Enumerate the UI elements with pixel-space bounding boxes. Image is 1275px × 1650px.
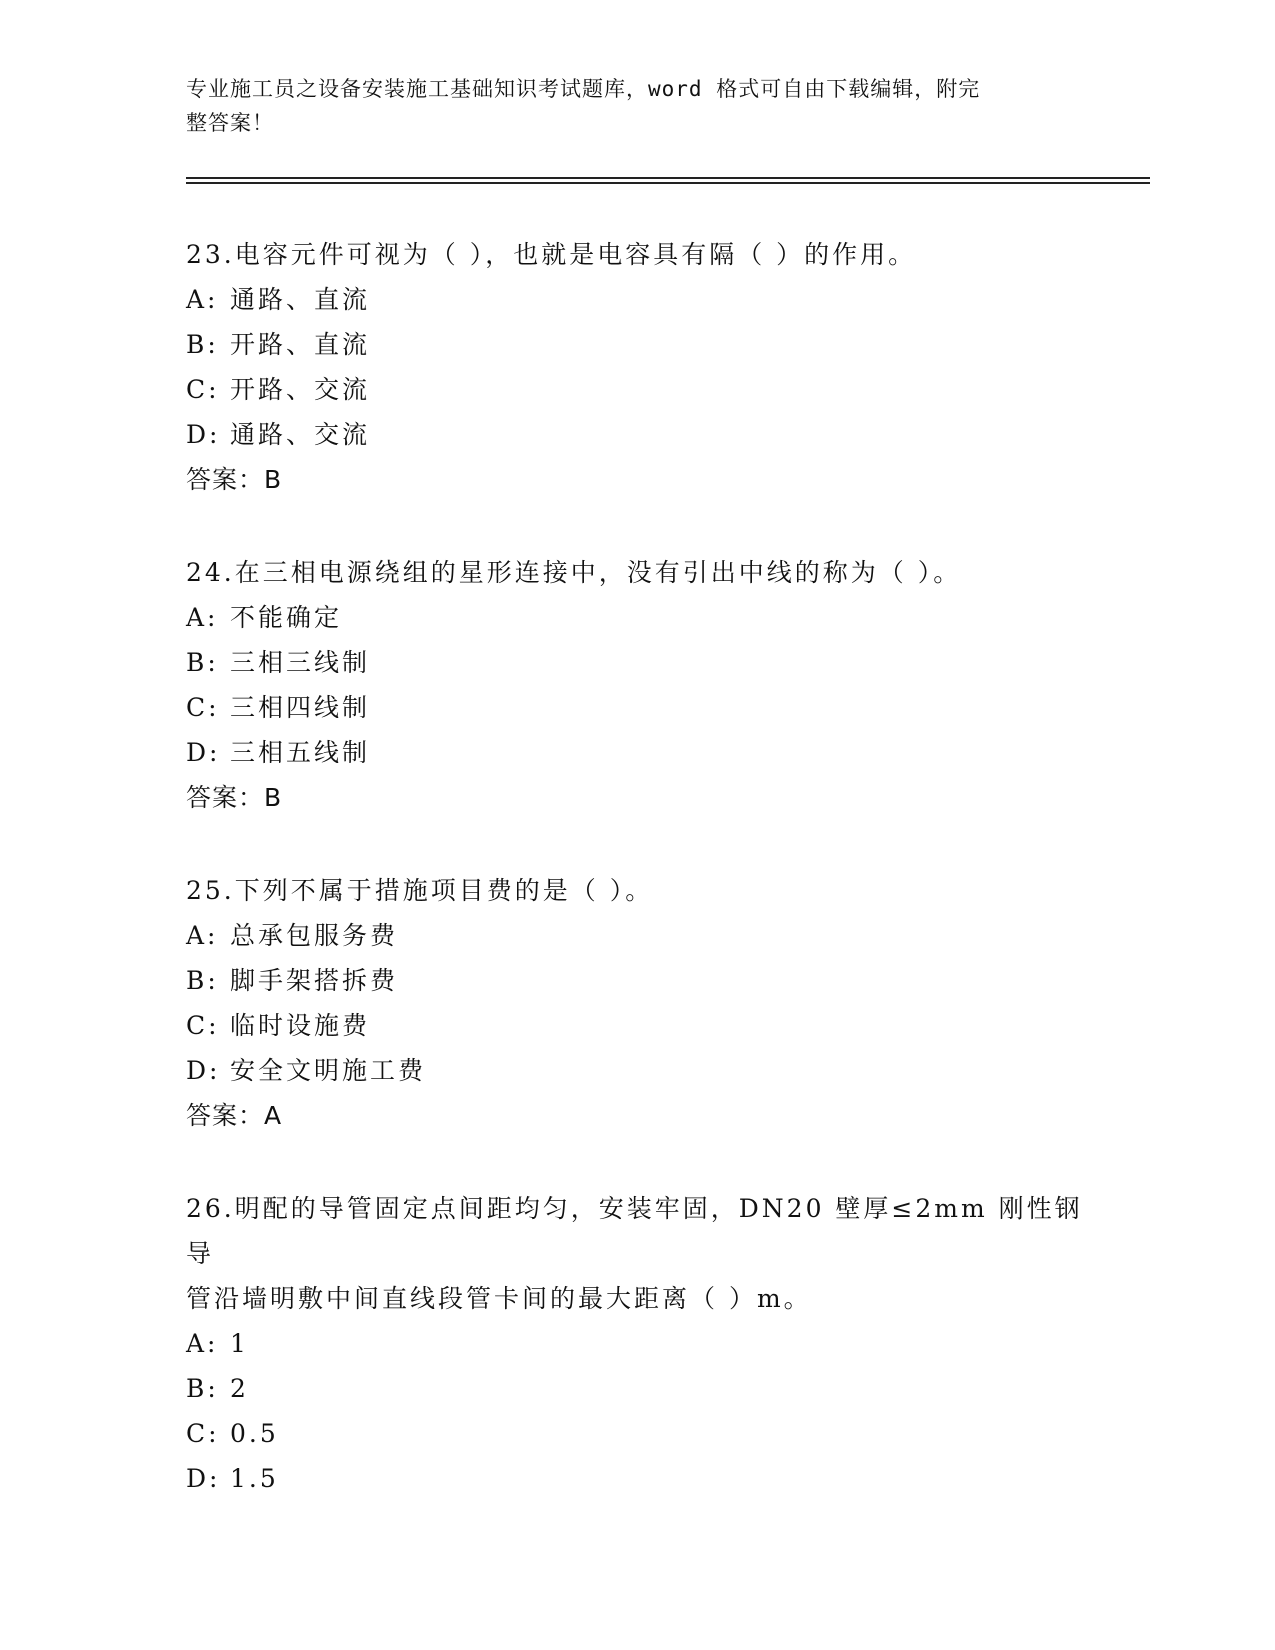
question-text: 23.电容元件可视为（ ），也就是电容具有隔（ ）的作用。 <box>186 240 917 269</box>
option-c <box>186 1003 1086 1048</box>
header-line-2: 整答案！ <box>186 111 274 135</box>
option-text: 临时设施费 <box>230 1011 371 1040</box>
option-key: A: <box>186 921 219 950</box>
option-text: 三相三线制 <box>230 648 371 677</box>
option-a <box>186 595 1086 640</box>
option-text: 不能确定 <box>230 603 343 632</box>
option-c <box>186 1411 1086 1456</box>
option-text: 脚手架搭拆费 <box>230 966 399 995</box>
question-text-line-2: 管沿墙明敷中间直线段管卡间的最大距离（ ）m。 <box>186 1284 812 1313</box>
option-key: B: <box>186 966 219 995</box>
option-c <box>186 367 1086 412</box>
option-b <box>186 1366 1086 1411</box>
question-text: 25.下列不属于措施项目费的是（ ）。 <box>186 876 654 905</box>
question-text-line-1: 26.明配的导管固定点间距均匀，安装牢固，DN20 壁厚≤2mm 刚性钢导 <box>186 1194 1083 1268</box>
option-key: A: <box>186 1329 219 1358</box>
header-divider-bottom <box>186 182 1150 184</box>
option-key: B: <box>186 1374 219 1403</box>
option-key: C: <box>186 375 220 404</box>
option-key: C: <box>186 1419 220 1448</box>
question-text: 24.在三相电源绕组的星形连接中，没有引出中线的称为（ ）。 <box>186 558 962 587</box>
option-key: A: <box>186 285 219 314</box>
option-key: B: <box>186 648 219 677</box>
option-text: 开路、交流 <box>230 375 371 404</box>
option-d <box>186 412 1086 457</box>
option-key: D: <box>186 1464 221 1493</box>
question-23 <box>186 232 1086 502</box>
option-text: 通路、交流 <box>230 420 371 449</box>
option-text: 三相四线制 <box>230 693 371 722</box>
option-key: B: <box>186 330 219 359</box>
option-a <box>186 277 1086 322</box>
option-text: 安全文明施工费 <box>230 1056 427 1085</box>
option-key: C: <box>186 1011 220 1040</box>
question-26 <box>186 1186 1086 1501</box>
option-key: D: <box>186 420 221 449</box>
option-text: 0.5 <box>230 1419 279 1448</box>
question-24 <box>186 550 1086 820</box>
option-key: D: <box>186 1056 221 1085</box>
option-key: A: <box>186 603 219 632</box>
option-d <box>186 1048 1086 1093</box>
option-key: C: <box>186 693 220 722</box>
answer-line: 答案：B <box>186 465 283 494</box>
option-text: 三相五线制 <box>230 738 371 767</box>
option-text: 1 <box>230 1329 249 1358</box>
answer-line: 答案：A <box>186 1101 283 1130</box>
answer-line: 答案：B <box>186 783 283 812</box>
option-text: 总承包服务费 <box>230 921 399 950</box>
option-text: 1.5 <box>230 1464 279 1493</box>
option-a <box>186 913 1086 958</box>
option-text: 开路、直流 <box>230 330 371 359</box>
option-b <box>186 958 1086 1003</box>
option-text: 通路、直流 <box>230 285 371 314</box>
option-d <box>186 730 1086 775</box>
option-b <box>186 322 1086 367</box>
header-divider-top <box>186 177 1150 179</box>
option-key: D: <box>186 738 221 767</box>
question-25 <box>186 868 1086 1138</box>
document-header <box>186 72 1066 140</box>
option-b <box>186 640 1086 685</box>
option-text: 2 <box>230 1374 249 1403</box>
option-c <box>186 685 1086 730</box>
option-a <box>186 1321 1086 1366</box>
option-d <box>186 1456 1086 1501</box>
header-line-1: 专业施工员之设备安装施工基础知识考试题库，word 格式可自由下载编辑，附完 <box>186 77 981 101</box>
